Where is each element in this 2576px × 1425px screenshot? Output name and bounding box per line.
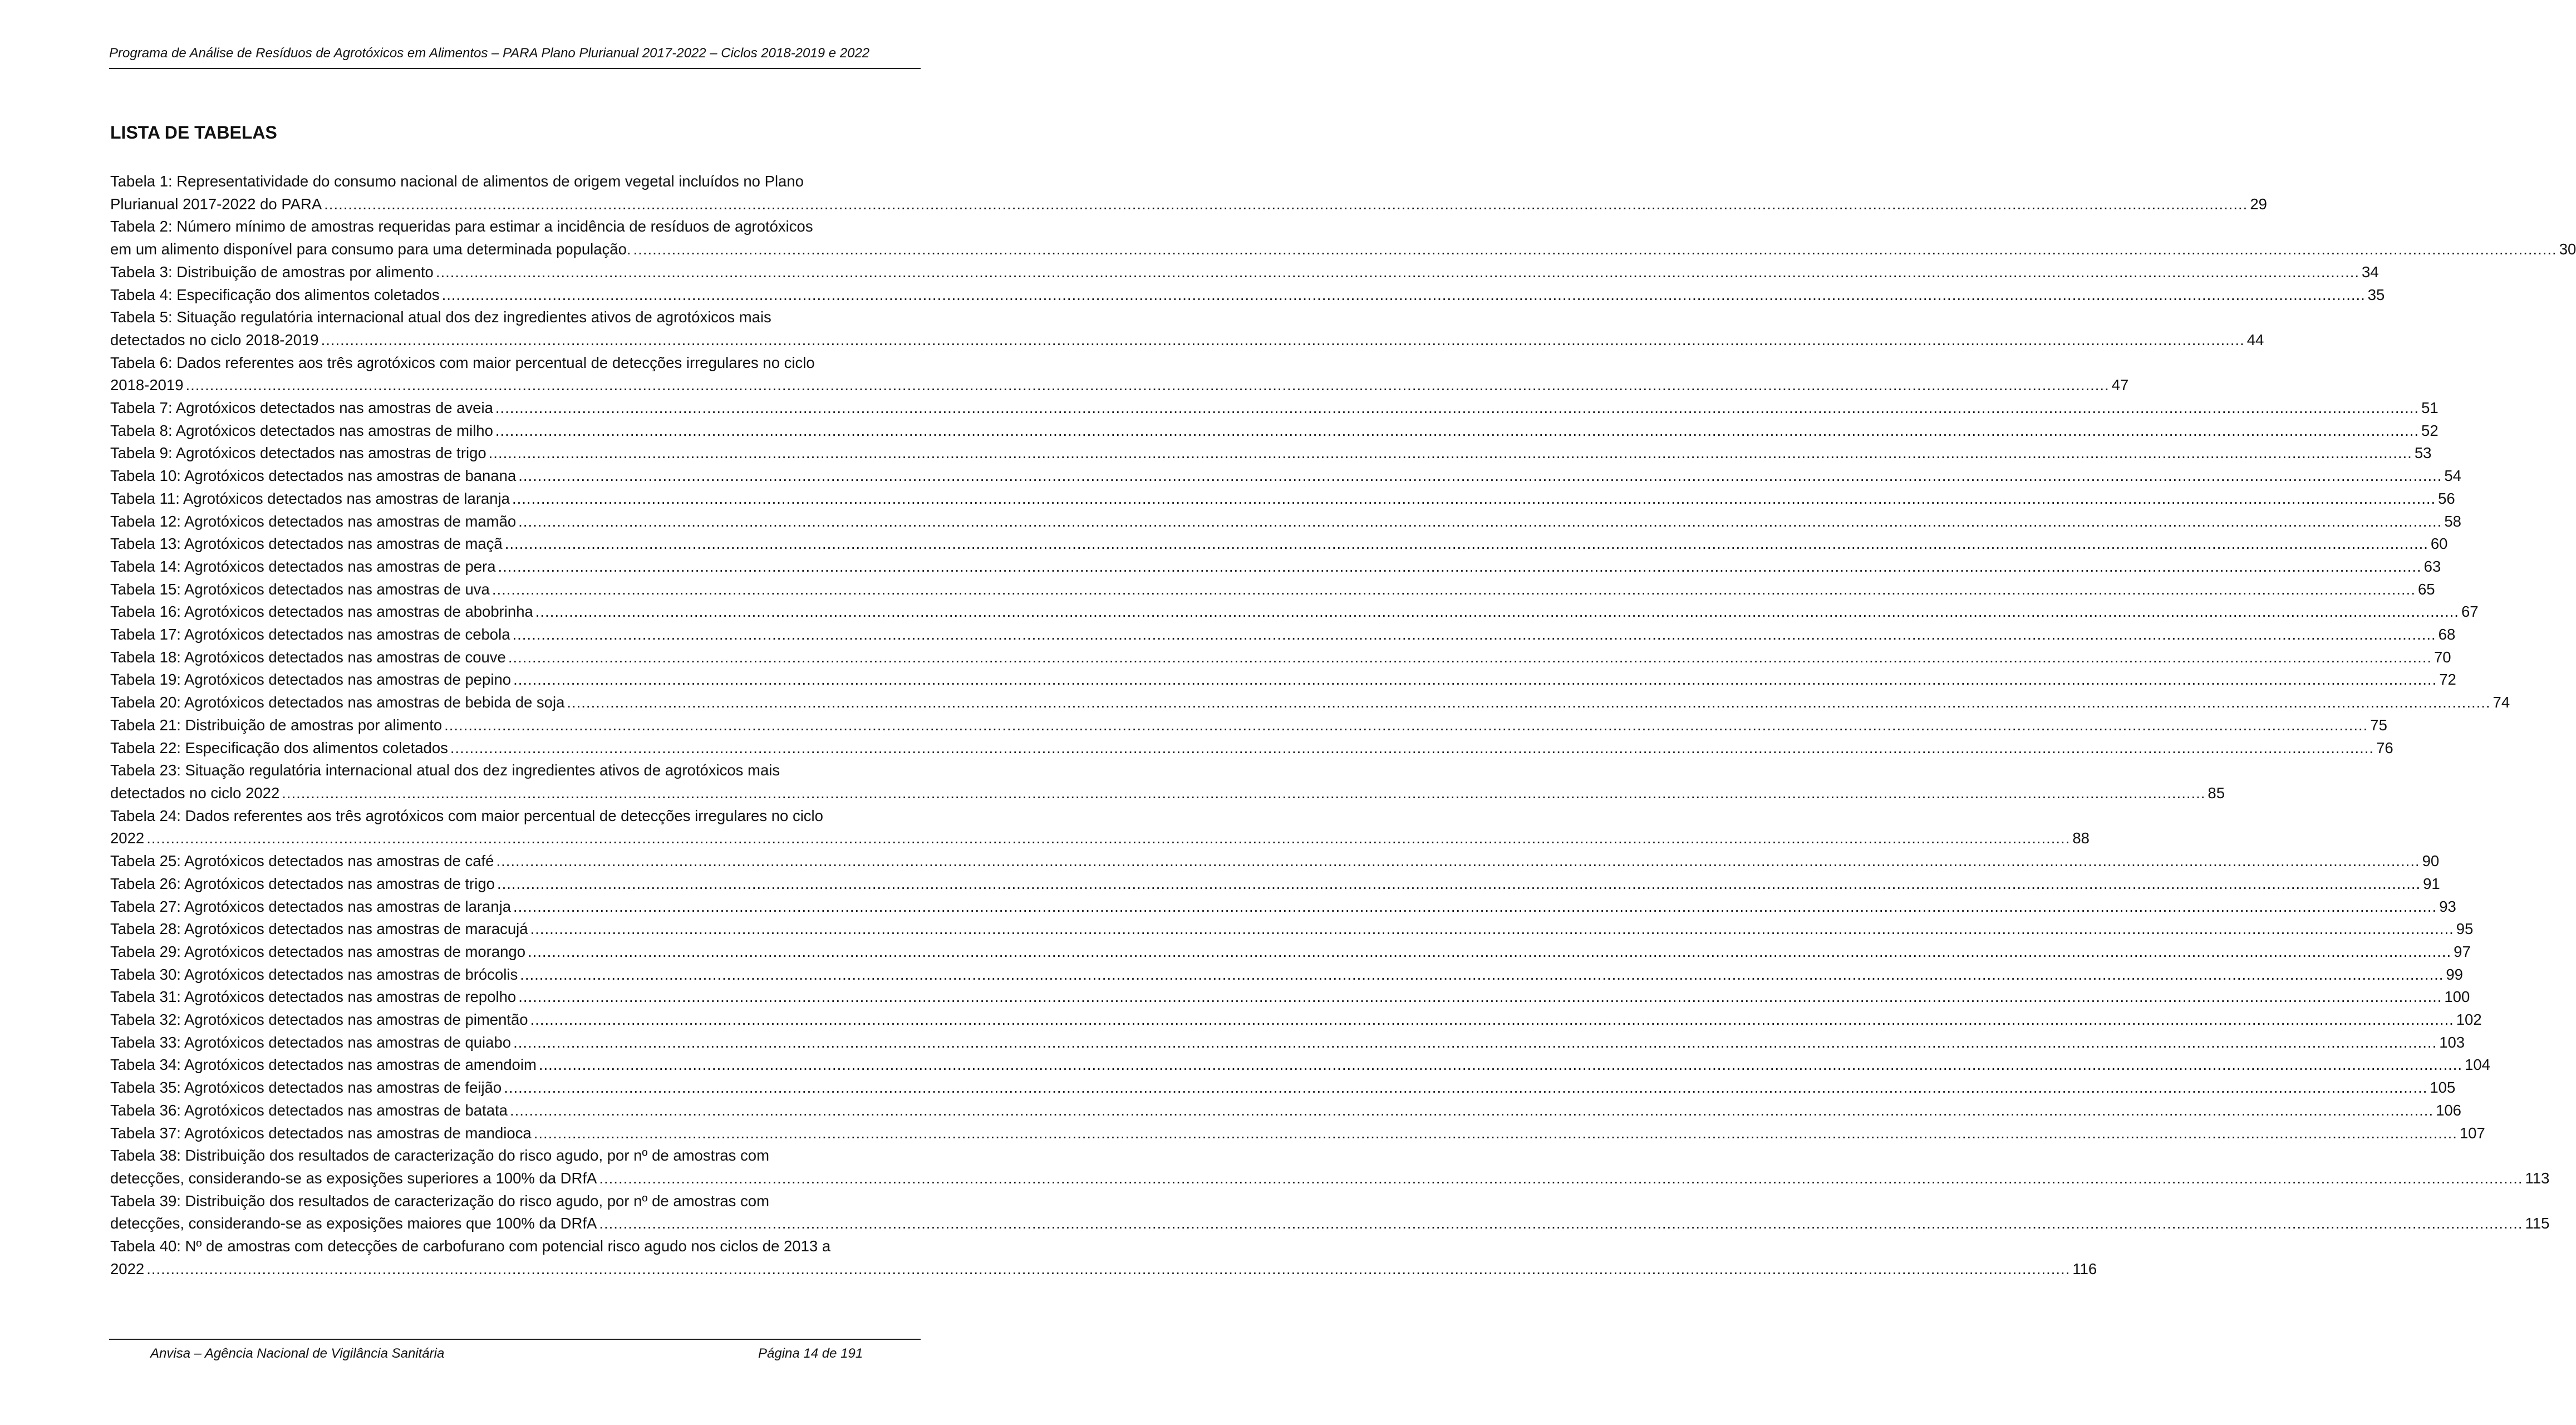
toc-entry-text: Tabela 12: Agrotóxicos detectados nas amostras de mamão (110, 512, 517, 530)
toc-entry[interactable] (110, 352, 2129, 397)
toc-entry[interactable] (110, 918, 2474, 941)
dot-leader: ................................................................................................................................................................................................................................................................................................................................................................................................................ (530, 920, 2454, 938)
toc-entry[interactable] (110, 1122, 2485, 1145)
toc-page-number: 65 (2417, 580, 2435, 598)
toc-entry-text: Tabela 11: Agrotóxicos detectados nas amostras de laranja (110, 489, 510, 507)
toc-entry-text: 2022 (110, 1260, 145, 1277)
dot-leader: ................................................................................................................................................................................................................................................................................................................................................................................................................ (146, 1260, 2071, 1277)
toc-entry-text: Tabela 28: Agrotóxicos detectados nas amostras de maracujá (110, 920, 528, 938)
dot-leader: ................................................................................................................................................................................................................................................................................................................................................................................................................ (496, 852, 2420, 870)
toc-page-number: 75 (2370, 716, 2387, 734)
toc-page-number: 103 (2439, 1033, 2465, 1051)
toc-entry[interactable] (110, 556, 2441, 578)
toc-entry-text: Tabela 18: Agrotóxicos detectados nas amostras de couve (110, 648, 506, 666)
toc-entry-text: Tabela 36: Agrotóxicos detectados nas amostras de batata (110, 1101, 508, 1119)
toc-page-number: 44 (2246, 331, 2264, 348)
toc-entry-text: Tabela 15: Agrotóxicos detectados nas amostras de uva (110, 580, 490, 598)
toc-page-number: 70 (2434, 648, 2451, 666)
toc-entry[interactable] (110, 1009, 2482, 1031)
toc-entry-text: Tabela 32: Agrotóxicos detectados nas amostras de pimentão (110, 1011, 528, 1029)
toc-entry-text: Tabela 38: Distribuição dos resultados de caracterização do risco agudo, por nº de amostras com (110, 1147, 770, 1164)
toc-page-number: 102 (2456, 1011, 2482, 1029)
toc-page-number: 53 (2414, 444, 2432, 462)
toc-page-number: 104 (2465, 1056, 2490, 1074)
toc-page-number: 76 (2376, 739, 2393, 756)
toc-entry[interactable] (110, 669, 2456, 691)
dot-leader: ................................................................................................................................................................................................................................................................................................................................................................................................................ (599, 1215, 2523, 1232)
toc-entry[interactable] (110, 1099, 2461, 1122)
dot-leader: ................................................................................................................................................................................................................................................................................................................................................................................................................ (533, 1124, 2457, 1142)
toc-entry-text: Tabela 34: Agrotóxicos detectados nas amostras de amendoim (110, 1056, 537, 1074)
toc-entry[interactable] (110, 873, 2440, 896)
toc-entry[interactable] (110, 850, 2440, 873)
toc-entry-text: Tabela 26: Agrotóxicos detectados nas amostras de trigo (110, 874, 495, 892)
toc-entry-text: Tabela 5: Situação regulatória internacional atual dos dez ingredientes ativos de agrotóxicos mais (110, 308, 771, 326)
toc-page-number: 30 (2559, 240, 2576, 258)
toc-entry[interactable] (110, 805, 2090, 850)
toc-entry[interactable] (110, 1031, 2465, 1054)
toc-entry[interactable] (110, 964, 2463, 986)
dot-leader: ................................................................................................................................................................................................................................................................................................................................................................................................................ (508, 648, 2432, 666)
toc-entry-text: detecções, considerando-se as exposições superiores a 100% da DRfA (110, 1169, 597, 1187)
toc-entry-text: detectados no ciclo 2018-2019 (110, 331, 319, 348)
toc-page-number: 47 (2111, 376, 2129, 394)
dot-leader: ................................................................................................................................................................................................................................................................................................................................................................................................................ (599, 1169, 2523, 1187)
toc-page-number: 113 (2525, 1169, 2550, 1187)
dot-leader: ................................................................................................................................................................................................................................................................................................................................................................................................................ (496, 874, 2421, 892)
toc-entry-text: Tabela 4: Especificação dos alimentos coletados (110, 286, 440, 303)
dot-leader: ................................................................................................................................................................................................................................................................................................................................................................................................................ (513, 1033, 2437, 1051)
toc-page-number: 29 (2250, 195, 2267, 213)
toc-page-number: 116 (2072, 1260, 2097, 1277)
dot-leader: ................................................................................................................................................................................................................................................................................................................................................................................................................ (513, 671, 2437, 689)
toc-entry-text: Tabela 27: Agrotóxicos detectados nas amostras de laranja (110, 897, 512, 915)
toc-entry[interactable] (110, 510, 2461, 533)
dot-leader: ................................................................................................................................................................................................................................................................................................................................................................................................................ (538, 1056, 2463, 1074)
toc-entry-text: Tabela 22: Especificação dos alimentos coletados (110, 739, 448, 756)
header-divider (109, 68, 921, 69)
toc-entry-text: Tabela 3: Distribuição de amostras por alimento (110, 263, 434, 281)
page-title: LISTA DE TABELAS (110, 122, 277, 142)
toc-entry[interactable] (110, 1190, 2550, 1235)
toc-page-number: 100 (2444, 988, 2470, 1006)
toc-entry[interactable] (110, 261, 2379, 284)
toc-page-number: 74 (2493, 694, 2510, 711)
dot-leader: ................................................................................................................................................................................................................................................................................................................................................................................................................ (535, 603, 2459, 621)
toc-entry-text: 2022 (110, 829, 145, 847)
toc-entry[interactable] (110, 284, 2385, 307)
toc-entry[interactable] (110, 465, 2461, 488)
toc-page-number: 35 (2367, 286, 2385, 303)
toc-entry-text: detectados no ciclo 2022 (110, 784, 280, 802)
toc-entry[interactable] (110, 623, 2456, 646)
dot-leader: ................................................................................................................................................................................................................................................................................................................................................................................................................ (567, 694, 2491, 711)
toc-entry[interactable] (110, 420, 2439, 443)
toc-page-number: 88 (2072, 829, 2090, 847)
dot-leader: ................................................................................................................................................................................................................................................................................................................................................................................................................ (520, 965, 2444, 983)
toc-entry[interactable] (110, 601, 2479, 623)
dot-leader: ................................................................................................................................................................................................................................................................................................................................................................................................................ (321, 331, 2245, 348)
toc-entry-text: Tabela 13: Agrotóxicos detectados nas amostras de maçã (110, 535, 503, 553)
toc-entry[interactable] (110, 170, 2267, 215)
toc-page-number: 34 (2362, 263, 2379, 281)
table-list (110, 170, 2576, 1280)
toc-entry[interactable] (110, 714, 2387, 737)
toc-entry[interactable] (110, 691, 2510, 714)
dot-leader: ................................................................................................................................................................................................................................................................................................................................................................................................................ (518, 467, 2442, 485)
toc-page-number: 51 (2421, 399, 2439, 417)
toc-entry[interactable] (110, 737, 2393, 760)
toc-entry-text: Plurianual 2017-2022 do PARA (110, 195, 322, 213)
toc-entry[interactable] (110, 306, 2264, 351)
toc-page-number: 54 (2444, 467, 2461, 485)
toc-page-number: 52 (2421, 421, 2439, 439)
toc-entry-text: Tabela 37: Agrotóxicos detectados nas amostras de mandioca (110, 1124, 532, 1142)
toc-page-number: 85 (2208, 784, 2225, 802)
toc-entry-text: Tabela 31: Agrotóxicos detectados nas amostras de repolho (110, 988, 517, 1006)
toc-entry-text: em um alimento disponível para consumo para uma determinada população. (110, 240, 631, 258)
toc-entry[interactable] (110, 941, 2471, 964)
footer-organization: Anvisa – Agência Nacional de Vigilância Sanitária (150, 1346, 445, 1361)
toc-entry-text: Tabela 24: Dados referentes aos três agrotóxicos com maior percentual de detecções irregulares no ciclo (110, 807, 823, 824)
toc-entry-text: Tabela 23: Situação regulatória internacional atual dos dez ingredientes ativos de agrotóxicos mais (110, 761, 780, 779)
toc-entry-text: detecções, considerando-se as exposições maiores que 100% da DRfA (110, 1215, 597, 1232)
dot-leader: ................................................................................................................................................................................................................................................................................................................................................................................................................ (530, 1011, 2454, 1029)
dot-leader: ................................................................................................................................................................................................................................................................................................................................................................................................................ (518, 512, 2442, 530)
toc-entry[interactable] (110, 1144, 2550, 1190)
toc-entry-text: Tabela 20: Agrotóxicos detectados nas amostras de bebida de soja (110, 694, 565, 711)
toc-entry-text: Tabela 29: Agrotóxicos detectados nas amostras de morango (110, 942, 526, 960)
footer-page-number: Página 14 de 191 (758, 1346, 863, 1361)
dot-leader: ................................................................................................................................................................................................................................................................................................................................................................................................................ (282, 784, 2206, 802)
toc-entry-text: 2018-2019 (110, 376, 184, 394)
toc-entry-text: Tabela 19: Agrotóxicos detectados nas amostras de pepino (110, 671, 512, 689)
dot-leader: ................................................................................................................................................................................................................................................................................................................................................................................................................ (518, 988, 2442, 1006)
dot-leader: ................................................................................................................................................................................................................................................................................................................................................................................................................ (528, 942, 2452, 960)
toc-entry[interactable] (110, 896, 2456, 918)
toc-entry[interactable] (110, 215, 2576, 261)
toc-entry-text: Tabela 35: Agrotóxicos detectados nas amostras de feijão (110, 1079, 502, 1097)
dot-leader: ................................................................................................................................................................................................................................................................................................................................................................................................................ (495, 421, 2420, 439)
toc-page-number: 72 (2439, 671, 2456, 689)
footer-divider (109, 1339, 921, 1340)
toc-entry[interactable] (110, 986, 2470, 1009)
toc-entry-text: Tabela 7: Agrotóxicos detectados nas amostras de aveia (110, 399, 493, 417)
toc-entry[interactable] (110, 442, 2432, 465)
toc-entry-text: Tabela 16: Agrotóxicos detectados nas amostras de abobrinha (110, 603, 533, 621)
toc-entry-text: Tabela 39: Distribuição dos resultados de caracterização do risco agudo, por nº de amostras com (110, 1192, 770, 1210)
dot-leader: ................................................................................................................................................................................................................................................................................................................................................................................................................ (512, 626, 2436, 643)
dot-leader: ................................................................................................................................................................................................................................................................................................................................................................................................................ (633, 240, 2557, 258)
toc-entry-text: Tabela 30: Agrotóxicos detectados nas amostras de brócolis (110, 965, 518, 983)
toc-page-number: 106 (2436, 1101, 2461, 1119)
toc-entry-text: Tabela 8: Agrotóxicos detectados nas amostras de milho (110, 421, 493, 439)
toc-page-number: 60 (2430, 535, 2448, 553)
toc-page-number: 58 (2444, 512, 2461, 530)
dot-leader: ................................................................................................................................................................................................................................................................................................................................................................................................................ (450, 739, 2375, 756)
toc-entry-text: Tabela 6: Dados referentes aos três agrotóxicos com maior percentual de detecções irregulares no ciclo (110, 353, 815, 371)
dot-leader: ................................................................................................................................................................................................................................................................................................................................................................................................................ (488, 444, 2412, 462)
toc-entry[interactable] (110, 533, 2448, 556)
toc-page-number: 63 (2423, 557, 2441, 575)
dot-leader: ................................................................................................................................................................................................................................................................................................................................................................................................................ (504, 1079, 2428, 1097)
toc-page-number: 115 (2525, 1215, 2550, 1232)
toc-entry-text: Tabela 9: Agrotóxicos detectados nas amostras de trigo (110, 444, 486, 462)
dot-leader: ................................................................................................................................................................................................................................................................................................................................................................................................................ (509, 1101, 2434, 1119)
dot-leader: ................................................................................................................................................................................................................................................................................................................................................................................................................ (504, 535, 2428, 553)
toc-entry[interactable] (110, 1235, 2097, 1280)
toc-page-number: 90 (2422, 852, 2440, 870)
toc-entry-text: Tabela 2: Número mínimo de amostras requeridas para estimar a incidência de resíduos de agrotóxicos (110, 218, 813, 235)
toc-page-number: 56 (2438, 489, 2455, 507)
running-header: Programa de Análise de Resíduos de Agrotóxicos em Alimentos – PARA Plano Plurianual 2017-2022 – Ciclos 2018-2019 e 2022 (109, 46, 870, 61)
dot-leader: ................................................................................................................................................................................................................................................................................................................................................................................................................ (435, 263, 2359, 281)
toc-page-number: 99 (2446, 965, 2463, 983)
dot-leader: ................................................................................................................................................................................................................................................................................................................................................................................................................ (498, 557, 2422, 575)
toc-entry[interactable] (110, 397, 2439, 420)
dot-leader: ................................................................................................................................................................................................................................................................................................................................................................................................................ (185, 376, 2110, 394)
toc-entry-text: Tabela 1: Representatividade do consumo nacional de alimentos de origem vegetal incluídos no Plano (110, 173, 804, 190)
toc-entry[interactable] (110, 578, 2435, 601)
dot-leader: ................................................................................................................................................................................................................................................................................................................................................................................................................ (513, 897, 2437, 915)
toc-entry-text: Tabela 21: Distribuição de amostras por alimento (110, 716, 443, 734)
toc-entry-text: Tabela 17: Agrotóxicos detectados nas amostras de cebola (110, 626, 510, 643)
toc-page-number: 97 (2454, 942, 2471, 960)
dot-leader: ................................................................................................................................................................................................................................................................................................................................................................................................................ (441, 286, 2366, 303)
toc-entry-text: Tabela 14: Agrotóxicos detectados nas amostras de pera (110, 557, 496, 575)
dot-leader: ................................................................................................................................................................................................................................................................................................................................................................................................................ (444, 716, 2368, 734)
dot-leader: ................................................................................................................................................................................................................................................................................................................................................................................................................ (324, 195, 2248, 213)
toc-entry-text: Tabela 10: Agrotóxicos detectados nas amostras de banana (110, 467, 517, 485)
toc-entry[interactable] (110, 488, 2455, 510)
toc-entry[interactable] (110, 1054, 2490, 1077)
toc-page-number: 93 (2439, 897, 2456, 915)
toc-page-number: 95 (2456, 920, 2474, 938)
toc-page-number: 67 (2461, 603, 2479, 621)
dot-leader: ................................................................................................................................................................................................................................................................................................................................................................................................................ (495, 399, 2420, 417)
toc-entry[interactable] (110, 646, 2451, 669)
toc-entry-text: Tabela 40: Nº de amostras com detecções de carbofurano com potencial risco agudo nos ciclos de 2013 a (110, 1237, 831, 1255)
toc-entry-text: Tabela 33: Agrotóxicos detectados nas amostras de quiabo (110, 1033, 512, 1051)
toc-page-number: 91 (2423, 874, 2440, 892)
dot-leader: ................................................................................................................................................................................................................................................................................................................................................................................................................ (491, 580, 2416, 598)
toc-page-number: 105 (2430, 1079, 2456, 1097)
toc-page-number: 68 (2438, 626, 2456, 643)
toc-entry-text: Tabela 25: Agrotóxicos detectados nas amostras de café (110, 852, 494, 870)
dot-leader: ................................................................................................................................................................................................................................................................................................................................................................................................................ (146, 829, 2071, 847)
toc-entry[interactable] (110, 1077, 2456, 1099)
toc-page-number: 107 (2459, 1124, 2485, 1142)
toc-entry[interactable] (110, 759, 2225, 804)
dot-leader: ................................................................................................................................................................................................................................................................................................................................................................................................................ (512, 489, 2436, 507)
